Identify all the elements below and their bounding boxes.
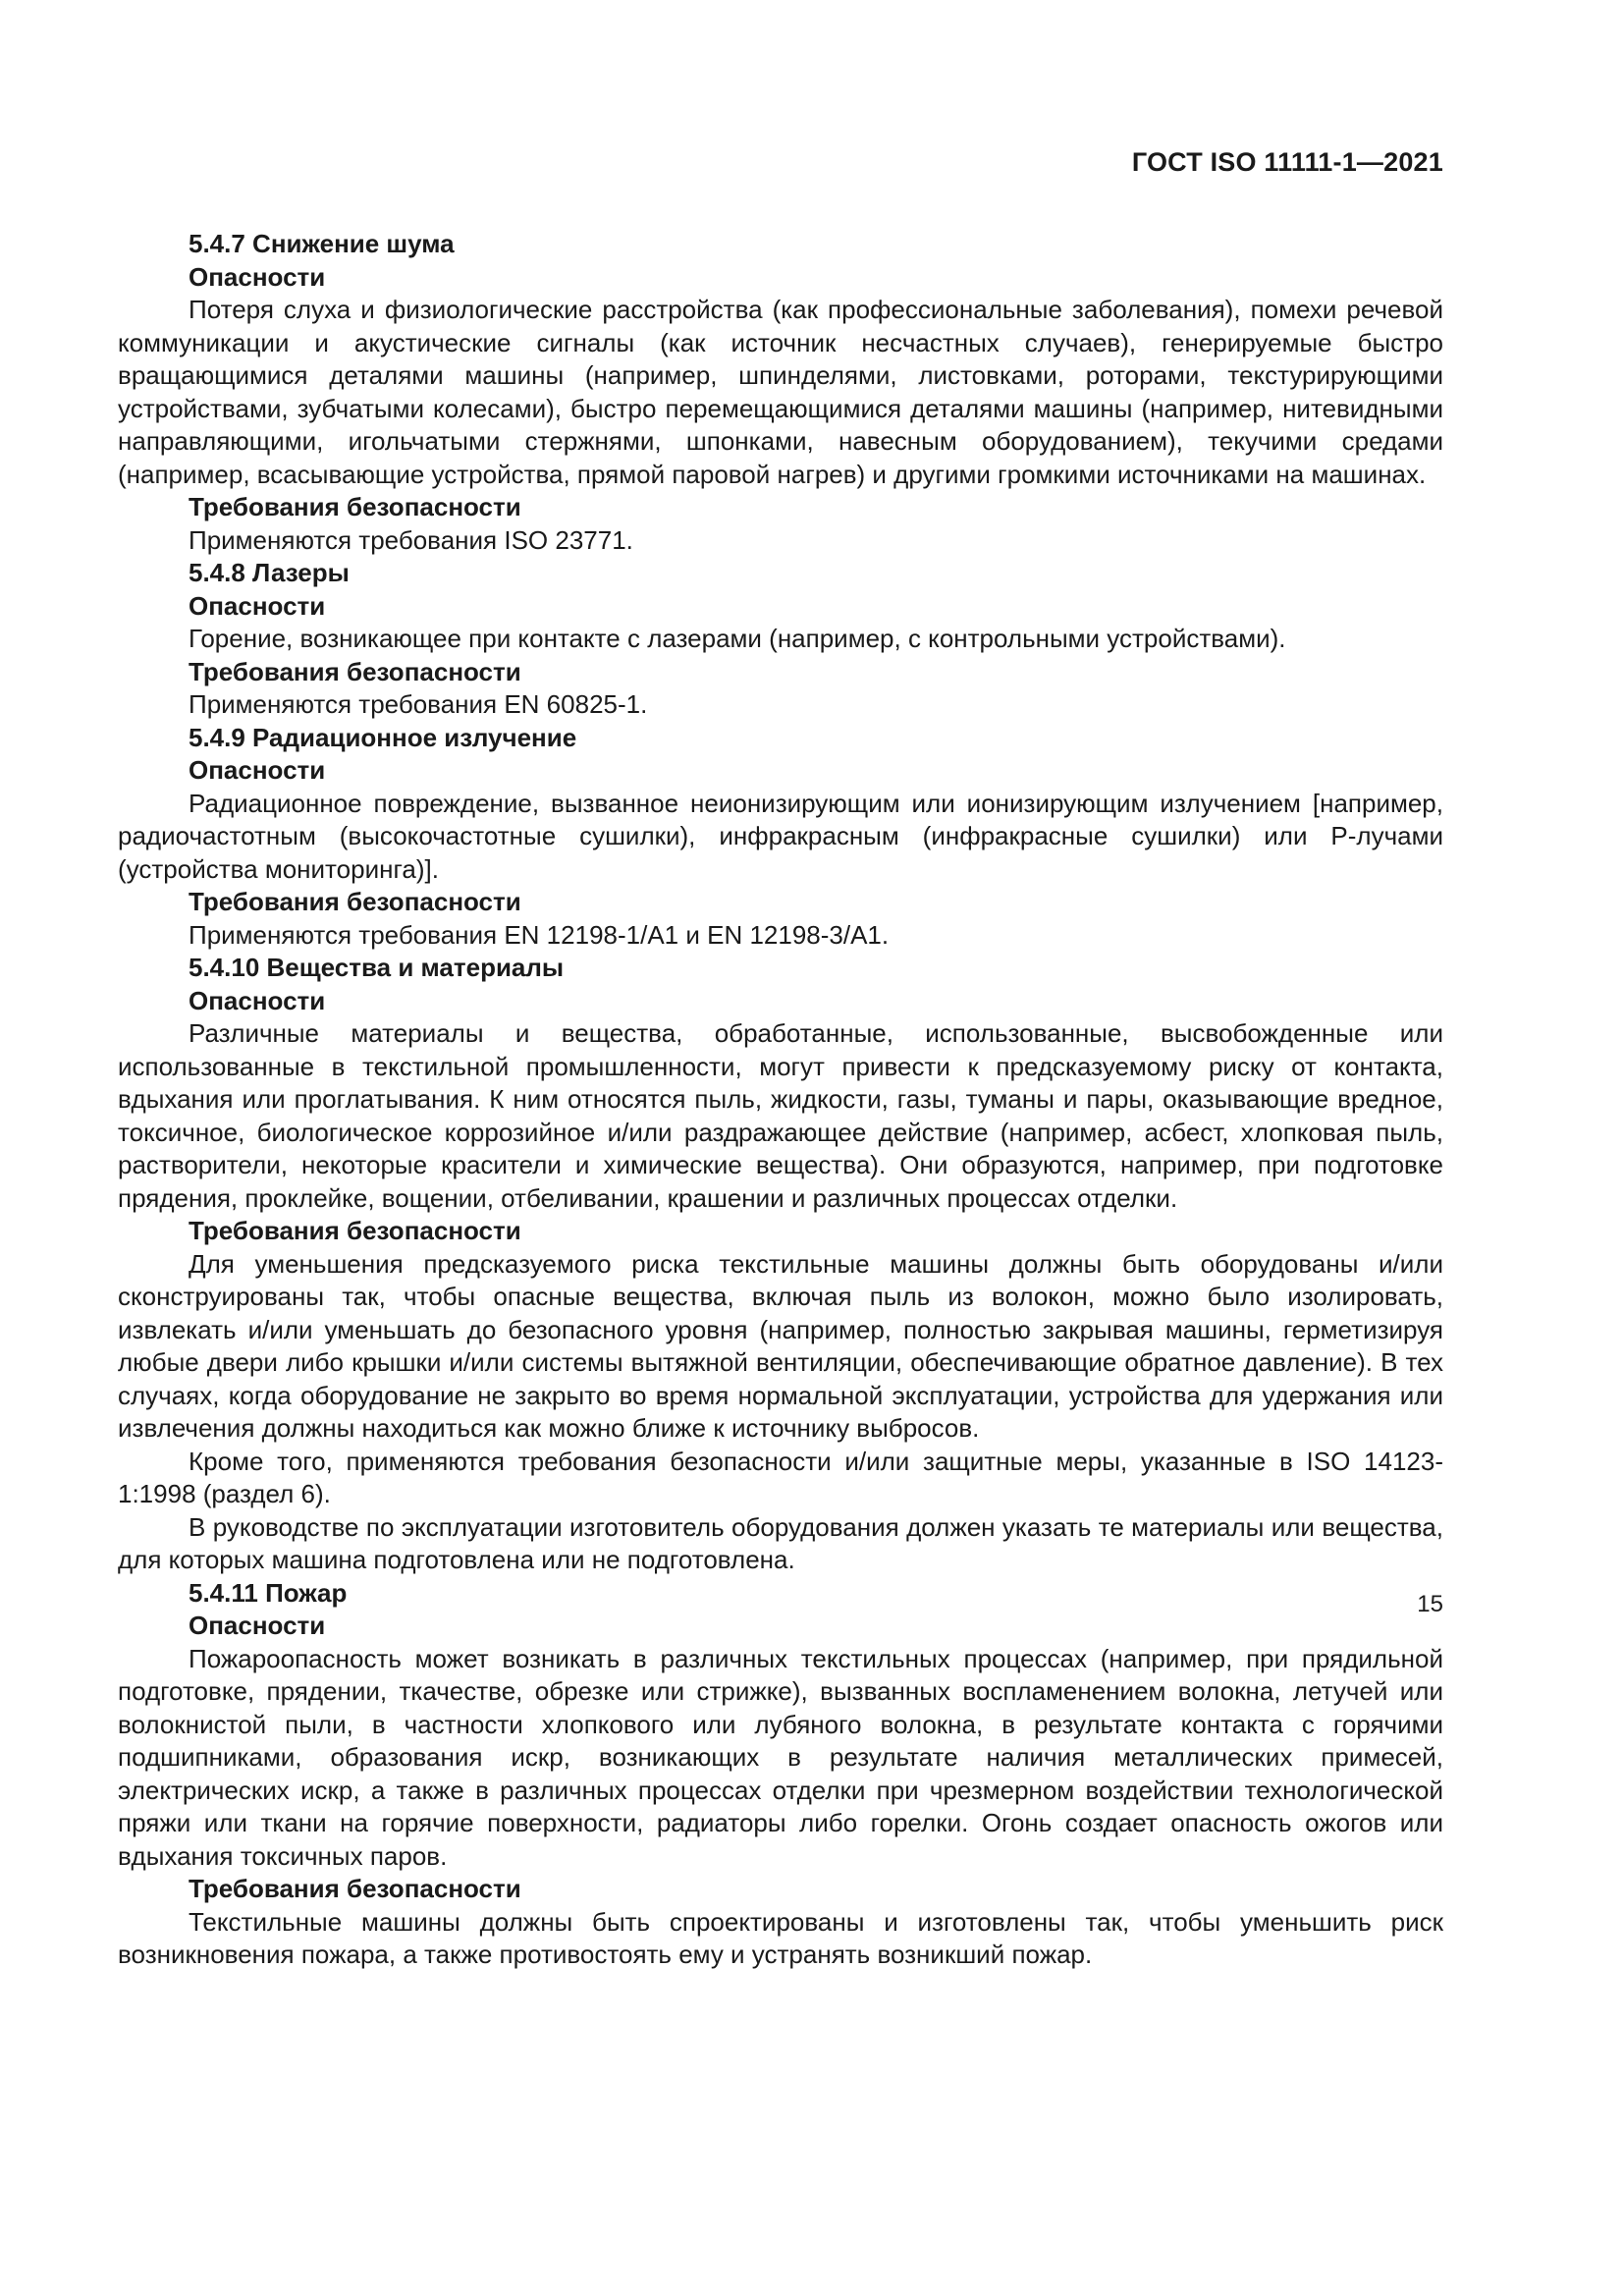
section-heading: Опасности xyxy=(189,755,326,785)
body-paragraph: Различные материалы и вещества, обработанные, использованные, высвобожденные или использованные в текстильной промышленности, могут привести к предсказуемому риску от контакта, вдыхания или проглатывания. К ним относятся пыль, жидкости, газы, туманы и пары, оказывающие вредное, токсичное, биологическое коррозийное и/или раздражающее действие (например, асбест, хлопковая пыль, растворители, некоторые красители и химические вещества). Они образуются, например, при подготовке прядения, проклейке, вощении, отбеливании, крашении и различных процессах отделки. xyxy=(118,1018,1443,1213)
section-heading: Требования безопасности xyxy=(189,492,521,521)
body-paragraph: Текстильные машины должны быть спроектированы и изготовлены так, чтобы уменьшить риск возникновения пожара, а также противостоять ему и устранять возникший пожар. xyxy=(118,1906,1443,1969)
section-heading: Требования безопасности xyxy=(189,1216,521,1245)
body-paragraph: Горение, возникающее при контакте с лазерами (например, с контрольными устройствами). xyxy=(189,624,1286,653)
body-paragraph: Кроме того, применяются требования безопасности и/или защитные меры, указанные в ISO 14123-1:1998 (раздел 6). xyxy=(118,1446,1443,1508)
body-paragraph: Пожароопасность может возникать в различных текстильных процессах (например, при прядильной подготовке, прядении, ткачестве, обрезке или стрижке), вызванных воспламенением волокна, летучей или волокнистой пыли, в частности хлопкового или лубяного волокна, в результате контакта с горячими подшипниками, образования искр, возникающих в результате наличия металлических примесей, электрических искр, а также в различных процессах отделки при чрезмерном воздействии технологической пряжи или ткани на горячие поверхности, радиаторы либо горелки. Огонь создает опасность ожогов или вдыхания токсичных паров. xyxy=(118,1643,1443,1871)
body-paragraph: Применяются требования EN 12198-1/A1 и EN 12198-3/A1. xyxy=(189,919,890,950)
section-heading: 5.4.9 Радиационное излучение xyxy=(189,722,577,752)
section-heading: Требования безопасности xyxy=(189,656,521,686)
body-paragraph: Потеря слуха и физиологические расстройства (как профессиональные заболевания), помехи речевой коммуникации и акустические сигналы (как источник несчастных случаев), генерируемые быстро вращающимися деталями машины (например, шпинделями, листовками, роторами, текстурирующими устройствами, зубчатыми колесами), быстро перемещающимися деталями машины (например, нитевидными направляющими, игольчатыми стержнями, шпонками, навесным оборудованием), текучими средами (например, всасывающие устройства, прямой паровой нагрев) и другими громкими источниками на машинах. xyxy=(118,295,1443,489)
section-heading: 5.4.8 Лазеры xyxy=(189,558,350,587)
body-paragraph: В руководстве по эксплуатации изготовитель оборудования должен указать те материалы или вещества, для которых машина подготовлена или не подготовлена. xyxy=(118,1511,1443,1574)
section-heading: 5.4.10 Вещества и материалы xyxy=(189,953,565,982)
page-number: 15 xyxy=(1417,1591,1443,1617)
document-body xyxy=(118,228,1443,1972)
section-heading: Требования безопасности xyxy=(189,1874,521,1903)
section-heading: Опасности xyxy=(189,1611,326,1640)
section-heading: 5.4.11 Пожар xyxy=(189,1577,348,1608)
body-paragraph: Применяются требования EN 60825-1. xyxy=(189,689,648,719)
section-heading: Опасности xyxy=(189,590,326,621)
section-heading: 5.4.7 Снижение шума xyxy=(189,229,455,258)
document-header: ГОСТ ISO 11111-1—2021 xyxy=(1131,147,1443,177)
body-paragraph: Для уменьшения предсказуемого риска текстильные машины должны быть оборудованы и/или сконструированы так, чтобы опасные вещества, включая пыль из волокон, можно было изолировать, извлекать и/или уменьшать до безопасного уровня (например, полностью закрывая машины, герметизируя любые двери либо крышки и/или системы вытяжной вентиляции, обеспечивающие обратное давление). В тех случаях, когда оборудование не закрыто во время нормальной эксплуатации, устройства для удержания или извлечения должны находиться как можно ближе к источнику выбросов. xyxy=(118,1248,1443,1443)
section-heading: Опасности xyxy=(189,985,326,1015)
section-heading: Опасности xyxy=(189,261,326,292)
body-paragraph: Применяются требования ISO 23771. xyxy=(189,524,633,555)
body-paragraph: Радиационное повреждение, вызванное неионизирующим или ионизирующим излучением [например, радиочастотным (высокочастотные сушилки), инфракрасным (инфракрасные сушилки) или Р-лучами (устройства мониторинга)]. xyxy=(118,788,1443,884)
section-heading: Требования безопасности xyxy=(189,887,521,916)
